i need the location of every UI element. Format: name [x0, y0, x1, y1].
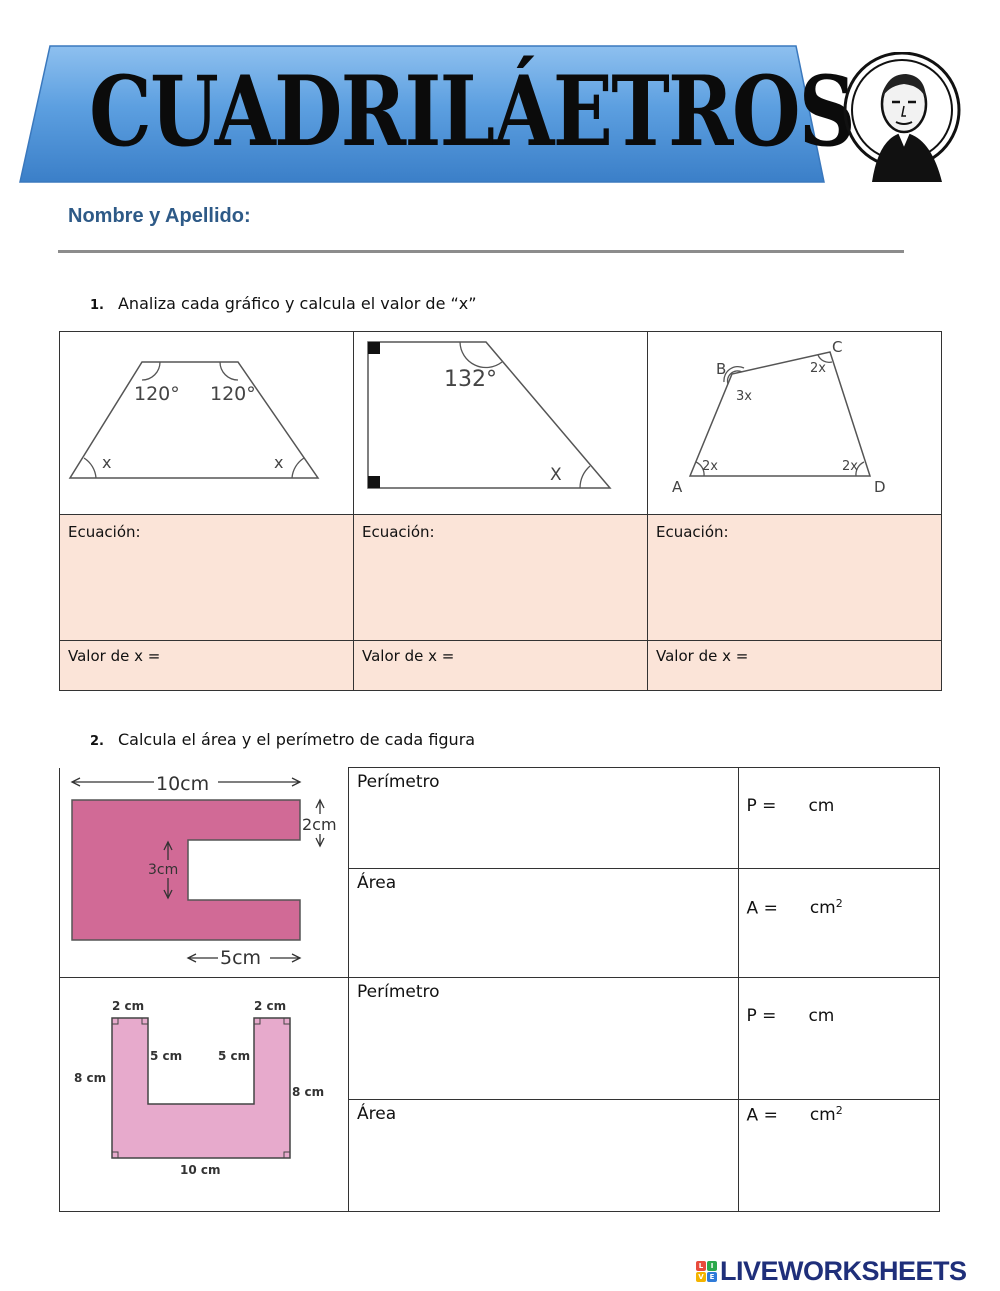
quadrilateral-figure: [648, 332, 941, 510]
value-row: [60, 641, 942, 691]
value-label: Valor de x =: [362, 647, 455, 665]
area-1-answer[interactable]: [738, 868, 939, 977]
question-2-table: [59, 767, 940, 1212]
angle-label-x-right: x: [274, 453, 284, 472]
equation-cell-1[interactable]: [60, 515, 354, 641]
area-1-label-cell: [349, 868, 739, 977]
angle-label-x-left: x: [102, 453, 112, 472]
vertex-c: C: [832, 338, 843, 356]
question-2-text: Calcula el área y el perímetro de cada figura: [117, 730, 476, 749]
school-logo: [842, 52, 966, 186]
figure-c-shape-cell: [60, 768, 349, 978]
perimeter-label: Perímetro: [357, 772, 440, 792]
equation-cell-2[interactable]: [354, 515, 648, 641]
page-title: CUADRILÁETROS: [89, 55, 855, 168]
perimeter-1-label-cell: [349, 768, 739, 869]
figure2-perimeter-row: [60, 977, 940, 1099]
question-2: [90, 730, 475, 749]
figure-right-trapezoid-cell: [354, 332, 648, 515]
vertex-b: B: [716, 360, 727, 378]
u-shape-figure: [60, 978, 348, 1206]
a-unit: cm: [809, 1105, 836, 1126]
p-unit: cm: [808, 796, 835, 816]
a-prefix: A =: [746, 898, 778, 919]
a-prefix: A =: [746, 1105, 778, 1126]
value-label: Valor de x =: [656, 647, 749, 665]
name-label: Nombre y Apellido:: [68, 205, 251, 227]
dim-10cm: 10cm: [156, 772, 210, 795]
question-1-text: Analiza cada gráfico y calcula el valor de “x”: [117, 294, 477, 313]
name-line[interactable]: [58, 250, 904, 253]
icon-letter-v: V: [696, 1272, 706, 1282]
dim-8cm-right: 8 cm: [292, 1084, 325, 1099]
area-label: Área: [357, 1103, 397, 1124]
value-label: Valor de x =: [68, 647, 161, 665]
question-1: [90, 294, 477, 313]
area-2-label-cell: [349, 1099, 739, 1211]
angle-label-120-left: 120°: [134, 383, 180, 405]
c-shape-figure: [60, 768, 348, 972]
right-trapezoid-figure: [354, 332, 647, 510]
angle-d: 2x: [842, 459, 858, 474]
angle-a: 2x: [702, 459, 718, 474]
perimeter-label: Perímetro: [357, 981, 440, 1002]
dim-2cm-left: 2 cm: [112, 998, 145, 1013]
vertex-a: A: [672, 478, 683, 496]
figure1-perimeter-row: [60, 768, 940, 869]
vertex-d: D: [874, 478, 886, 496]
angle-b: 3x: [736, 389, 752, 404]
icon-letter-l: L: [696, 1261, 706, 1271]
question-1-table: [59, 331, 942, 691]
liveworksheets-text: LIVEWORKSHEETS: [720, 1255, 967, 1286]
dim-2cm: 2cm: [302, 814, 337, 834]
value-cell-2[interactable]: [354, 641, 648, 691]
icon-letter-i: I: [707, 1261, 717, 1271]
dim-10cm-bottom: 10 cm: [180, 1162, 221, 1177]
p-unit: cm: [808, 1005, 835, 1026]
question-2-number: 2.: [90, 734, 104, 749]
a-unit: cm: [809, 898, 836, 919]
liveworksheets-icon: [696, 1261, 717, 1282]
value-cell-3[interactable]: [648, 641, 942, 691]
perimeter-1-answer[interactable]: [738, 768, 939, 869]
dim-5cm-left: 5 cm: [150, 1048, 183, 1063]
angle-label-120-right: 120°: [210, 383, 256, 405]
equation-label: Ecuación:: [68, 523, 141, 541]
angle-label-132: 132°: [444, 367, 497, 392]
value-cell-1[interactable]: [60, 641, 354, 691]
p-prefix: P =: [746, 1005, 777, 1026]
dim-3cm: 3cm: [148, 861, 179, 878]
angle-label-x: X: [550, 465, 562, 485]
perimeter-2-answer[interactable]: [738, 977, 939, 1099]
question-1-number: 1.: [90, 298, 104, 313]
equation-label: Ecuación:: [656, 523, 729, 541]
icon-letter-e: E: [707, 1272, 717, 1282]
figure-quadrilateral-cell: [648, 332, 942, 515]
area-label: Área: [357, 872, 397, 893]
equation-row: [60, 515, 942, 641]
dim-2cm-right: 2 cm: [254, 998, 287, 1013]
dim-8cm-left: 8 cm: [74, 1070, 107, 1085]
equation-label: Ecuación:: [362, 523, 435, 541]
a-exponent: 2: [835, 896, 843, 910]
a-exponent: 2: [835, 1103, 843, 1117]
angle-c: 2x: [810, 361, 826, 376]
dim-5cm: 5cm: [220, 946, 262, 969]
figure-u-shape-cell: [60, 977, 349, 1211]
p-prefix: P =: [746, 796, 777, 816]
figures-row: [60, 332, 942, 515]
liveworksheets-logo[interactable]: [696, 1256, 967, 1286]
title-banner: [18, 42, 855, 186]
trapezoid-figure: [60, 332, 353, 510]
perimeter-2-label-cell: [349, 977, 739, 1099]
dim-5cm-right: 5 cm: [218, 1048, 251, 1063]
area-2-answer[interactable]: [738, 1099, 939, 1211]
equation-cell-3[interactable]: [648, 515, 942, 641]
figure-trapezoid-cell: [60, 332, 354, 515]
